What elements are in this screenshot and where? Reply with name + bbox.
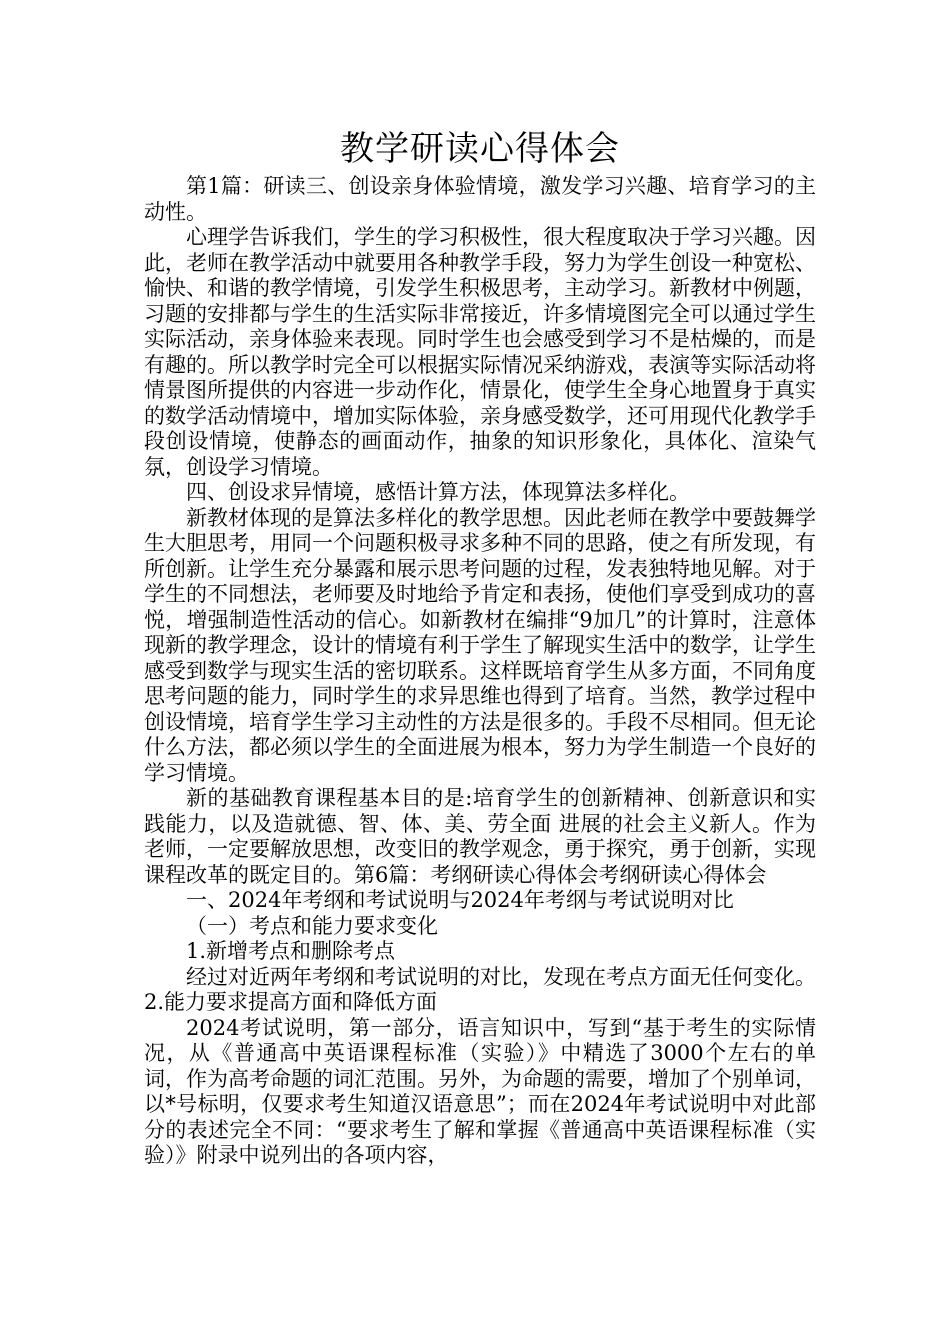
paragraph-1: 第1篇：研读三、创设亲身体验情境，激发学习兴趣、培育学习的主动性。 (144, 174, 816, 224)
paragraph-3: 四、创设求异情境，感悟计算方法，体现算法多样化。 (186, 480, 690, 504)
paragraph-8: 1.新增考点和删除考点 (186, 939, 396, 963)
paragraph-10: 2024考试说明，第一部分，语言知识中，写到“基于考生的实际情况，从《普通高中英语课程标准（实验）》中精选了3000个左右的单词，作为高考命题的词汇范围。另外，为命题的需要，增加了个别单词，以*号标明，仅要求考生知道汉语意思”；而在2024年考试说明中对此部分的表述完全不同：“要求考生了解和掌握《普通高中英语课程标准（实验）》附录中说列出的各项内容， (144, 1015, 816, 1167)
paragraph-5: 新的基础教育课程基本目的是:培育学生的创新精神、创新意识和实践能力，以及造就德、智、体、美、劳全面 进展的社会主义新人。作为老师，一定要解放思想，改变旧的教学观念，勇于探究，勇于创新，实现课程改革的既定目的。第6篇：考纲研读心得体会考纲研读心得体会 (144, 786, 816, 887)
paragraph-2: 心理学告诉我们，学生的学习积极性，很大程度取决于学习兴趣。因此，老师在教学活动中就要用各种教学手段，努力为学生创设一种宽松、愉快、和谐的教学情境，引发学生积极思考，主动学习。新教材中例题，习题的安排都与学生的生活实际非常接近，许多情境图完全可以通过学生实际活动，亲身体验来表现。同时学生也会感受到学习不是枯燥的，而是有趣的。所以教学时完全可以根据实际情况采纳游戏，表演等实际活动将情景图所提供的内容进一步动作化，情景化，使学生全身心地置身于真实的数学活动情境中，增加实际体验，亲身感受数学，还可用现代化教学手段创设情境，使静态的画面动作，抽象的知识形象化，具体化、渲染气氛，创设学习情境。 (144, 225, 816, 479)
paragraph-6: 一、2024年考纲和考试说明与2024年考纲与考试说明对比 (186, 888, 734, 912)
paragraph-4: 新教材体现的是算法多样化的教学思想。因此老师在教学中要鼓舞学生大胆思考，用同一个问题积极寻求多种不同的思路，使之有所发现，有所创新。让学生充分暴露和展示思考问题的过程，发表独特地见解。对于学生的不同想法，老师要及时地给予肯定和表扬，使他们享受到成功的喜悦，增强制造性活动的信心。如新教材在编排“9加几”的计算时，注意体现新的教学理念，设计的情境有利于学生了解现实生活中的数学，让学生感受到数学与现实生活的密切联系。这样既培育学生从多方面，不同角度思考问题的能力，同时学生的求异思维也得到了培育。当然，教学过程中创设情境，培育学生学习主动性的方法是很多的。手段不尽相同。但无论什么方法，都必须以学生的全面进展为根本，努力为学生制造一个良好的学习情境。 (144, 505, 816, 785)
paragraph-9: 经过对近两年考纲和考试说明的对比，发现在考点方面无任何变化。 2.能力要求提高方面和降低方面 (144, 964, 816, 1014)
document-page (144, 124, 816, 1169)
paragraph-7: （一）考点和能力要求变化 (186, 913, 438, 938)
document-title: 教学研读心得体会 (340, 129, 620, 169)
